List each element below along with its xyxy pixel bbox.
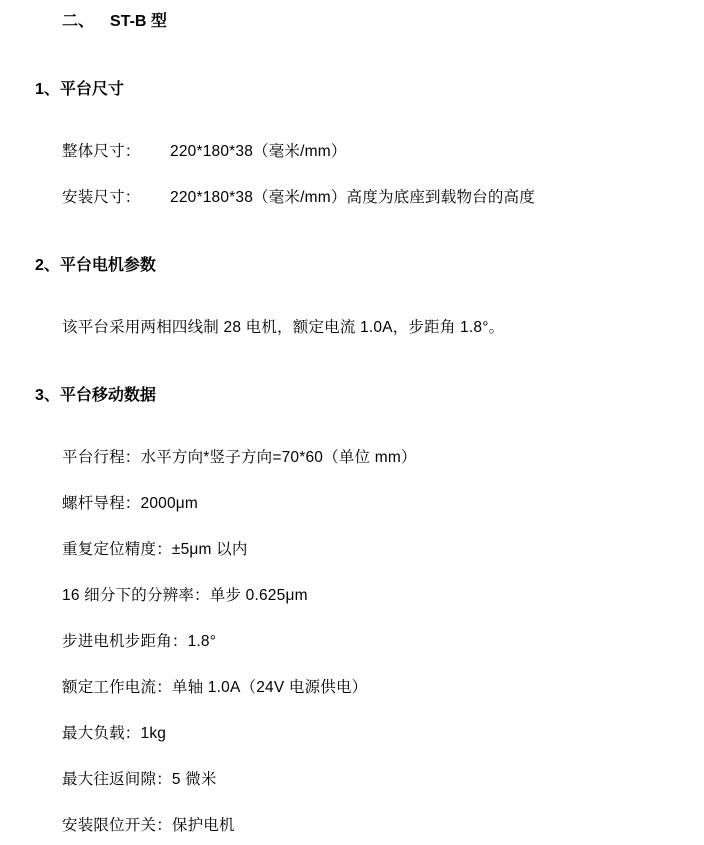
spec-line-step-angle: 步进电机步距角：1.8° — [62, 633, 217, 650]
spec-label: 整体尺寸： — [62, 143, 141, 160]
spec-line-travel-range: 平台行程：水平方向*竖子方向=70*60（单位 mm） — [62, 449, 417, 466]
spec-value: 220*180*38（毫米/mm）高度为底座到载物台的高度 — [170, 189, 535, 206]
section-heading-platform-size: 1、平台尺寸 — [35, 81, 124, 98]
spec-line-max-load: 最大负载：1kg — [62, 725, 167, 742]
spec-line-backlash: 最大往返间隙：5 微米 — [62, 771, 217, 788]
title-text: ST-B 型 — [110, 13, 167, 30]
document-title — [62, 12, 704, 32]
section-heading-motor-params: 2、平台电机参数 — [35, 257, 156, 274]
spec-line-screw-lead: 螺杆导程：2000μm — [62, 495, 199, 512]
spec-line-limit-switch: 安装限位开关：保护电机 — [62, 817, 235, 834]
spec-line-rated-current: 额定工作电流：单轴 1.0A（24V 电源供电） — [62, 679, 368, 696]
spec-line-motor-description: 该平台采用两相四线制 28 电机，额定电流 1.0A，步距角 1.8°。 — [62, 319, 505, 336]
section-heading-movement-data: 3、平台移动数据 — [35, 387, 156, 404]
spec-label: 安装尺寸： — [62, 189, 141, 206]
title-number: 二、 — [62, 13, 95, 30]
spec-line-repeat-accuracy: 重复定位精度：±5μm 以内 — [62, 541, 248, 558]
spec-line-overall-size — [62, 142, 704, 162]
spec-line-resolution: 16 细分下的分辨率：单步 0.625μm — [62, 587, 308, 604]
spec-line-mounting-size — [62, 188, 704, 208]
spec-value: 220*180*38（毫米/mm） — [170, 143, 347, 160]
